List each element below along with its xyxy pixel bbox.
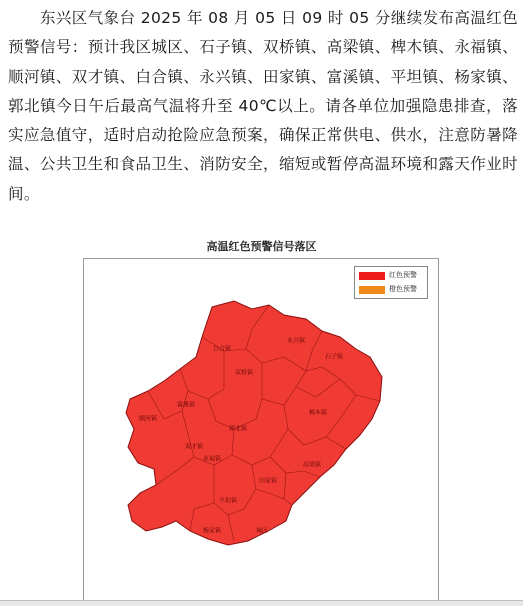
- legend-label-orange: 橙色预警: [389, 285, 417, 293]
- town-label: 城区: [255, 527, 269, 535]
- map-legend: [354, 266, 428, 299]
- legend-swatch-red: [359, 272, 385, 280]
- town-label: 田家镇: [258, 477, 278, 485]
- town-label: 双桥镇: [234, 369, 254, 377]
- warning-map: [83, 258, 439, 602]
- warning-area-map-svg: [84, 259, 438, 601]
- town-label: 郭北镇: [228, 425, 248, 433]
- town-label: 白合镇: [212, 345, 232, 353]
- town-label: 顺河镇: [138, 415, 158, 423]
- town-label: 石子镇: [324, 353, 344, 361]
- town-label: 富溪镇: [176, 401, 196, 409]
- bottom-divider: [0, 600, 523, 606]
- town-label: 椑木镇: [308, 409, 328, 417]
- town-label: 平坦镇: [218, 497, 238, 505]
- town-label: 高梁镇: [302, 461, 322, 469]
- map-title: 高温红色预警信号落区: [206, 240, 317, 253]
- town-label: 双才镇: [184, 443, 204, 451]
- town-label: 永兴镇: [286, 337, 306, 345]
- warning-notice-text: 东兴区气象台 2025 年 08 月 05 日 09 时 05 分继续发布高温红色预警信号：预计我区城区、石子镇、双桥镇、高梁镇、椑木镇、永福镇、顺河镇、双才镇、白合镇、永兴镇、田家镇、富溪镇、平坦镇、杨家镇、郭北镇今日午后最高气温将升至 40℃以上。请各单位加强隐患排查，落实应急值守，适时启动抢险应急预案，确保正常供电、供水，注意防暑降温、公共卫生和食品卫生、消防安全，缩短或暂停高温环境和露天作业时间。: [8, 9, 518, 203]
- district-outline: [126, 301, 382, 545]
- legend-label-red: 红色预警: [389, 271, 417, 279]
- town-label: 杨家镇: [202, 527, 222, 535]
- town-label: 永福镇: [202, 455, 222, 463]
- legend-swatch-orange: [359, 286, 385, 294]
